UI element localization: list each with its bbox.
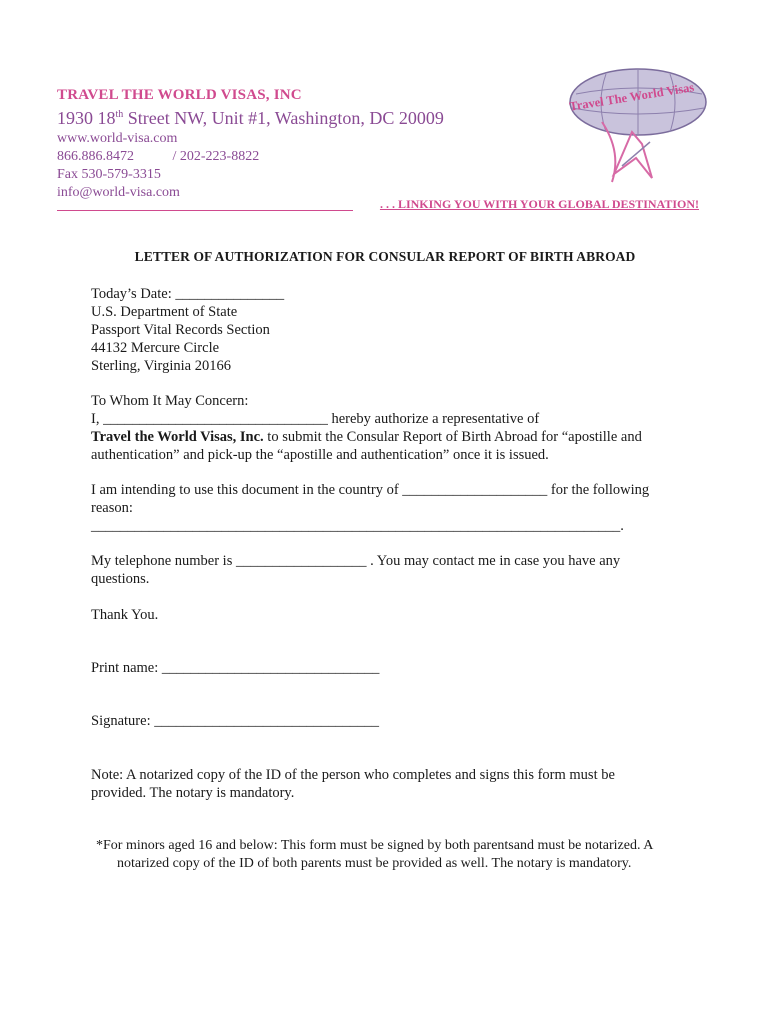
website-link[interactable]: www.world-visa.com [57,131,178,146]
phone-numbers: 866.886.8472 / 202-223-8822 [57,149,260,164]
address-line: U.S. Department of State [91,304,238,320]
print-name-field[interactable]: Print name: ______________________________ [91,660,380,676]
minors-line-2: notarized copy of the ID of both parents must be provided as well. The notary is mandatory. [117,856,632,871]
note-line-2: provided. The notary is mandatory. [91,785,295,801]
todays-date-field[interactable]: Today’s Date: _______________ [91,286,285,302]
company-name: TRAVEL THE WORLD VISAS, INC [57,87,302,103]
reason-label: reason: [91,500,133,516]
reason-field[interactable]: _________________________________________________________________________. [91,518,624,534]
minors-note [96,837,716,873]
phone-paragraph [91,552,691,588]
address-line: 44132 Mercure Circle [91,340,220,356]
salutation: To Whom It May Concern: [91,393,249,409]
phone-line-2: questions. [91,571,150,587]
note-line-1: Note: A notarized copy of the ID of the person who completes and signs this form must be [91,767,615,783]
country-field[interactable]: I am intending to use this document in the country of ____________________ for the following [91,482,650,498]
address-line: Passport Vital Records Section [91,322,270,338]
authorize-line-2: Travel the World Visas, Inc. to submit the Consular Report of Birth Abroad for “apostille and [91,429,642,445]
thank-you: Thank You. [91,607,159,623]
letter-title: LETTER OF AUTHORIZATION FOR CONSULAR REPORT OF BIRTH ABROAD [134,249,636,264]
authorizer-name-field[interactable]: I, _______________________________ hereby authorize a representative of [91,411,540,427]
intent-paragraph [91,481,691,535]
address-line: Sterling, Virginia 20166 [91,358,231,374]
tagline-text: . . . LINKING YOU WITH YOUR GLOBAL DESTINATION! [379,197,699,211]
telephone-field[interactable]: My telephone number is __________________ . You may contact me in case you have any [91,553,621,569]
signature-field[interactable]: Signature: _______________________________ [91,713,379,729]
fax-number: Fax 530-579-3315 [57,167,161,182]
address-block [91,285,691,375]
tagline [57,196,699,212]
company-name-bold: Travel the World Visas, Inc. [91,429,264,445]
note-paragraph [91,766,691,802]
minors-line-1: *For minors aged 16 and below: This form must be signed by both parentsand must be notarized. A [96,838,654,853]
logo-text: Travel The World Visas [568,80,696,114]
authorize-line-3: authentication” and pick-up the “apostille and authentication” once it is issued. [91,447,549,463]
authorization-paragraph [91,392,691,464]
letterhead [57,86,577,202]
street-address: 1930 18th Street NW, Unit #1, Washington, DC 20009 [57,108,444,128]
globe-logo-icon [562,62,712,192]
email-link[interactable]: info@world-visa.com [57,185,180,200]
tagline-rule [57,210,353,211]
